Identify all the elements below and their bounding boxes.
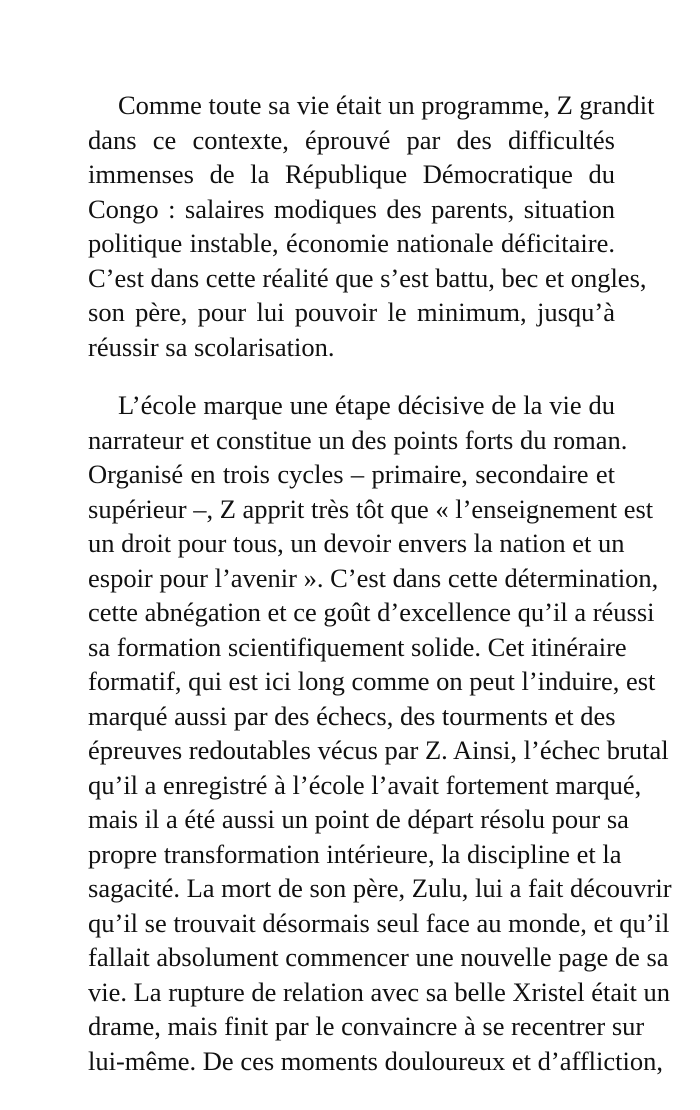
- text-line: Congo : salaires modiques des parents, situation: [88, 193, 615, 224]
- text-line: un droit pour tous, un devoir envers la nation et un: [88, 528, 625, 558]
- text-line: vie. La rupture de relation avec sa belle Xristel était un: [88, 976, 671, 1007]
- text-line: politique instable, économie nationale déficitaire.: [88, 228, 615, 258]
- text-line: C’est dans cette réalité que s’est battu, bec et ongles,: [88, 262, 647, 293]
- text-line: L’école marque une étape décisive de la vie du: [118, 390, 615, 420]
- text-line: Organisé en trois cycles – primaire, secondaire et: [88, 459, 615, 489]
- text-line: formatif, qui est ici long comme on peut l’induire, est: [88, 666, 656, 696]
- text-line: immenses de la République Démocratique du: [88, 159, 615, 189]
- text-line: supérieur –, Z apprit très tôt que « l’enseignement est: [88, 493, 654, 524]
- text-line: dans ce contexte, éprouvé par des difficultés: [88, 124, 615, 155]
- text-line: drame, mais finit par le convaincre à se recentrer sur: [88, 1011, 645, 1041]
- text-line: cette abnégation et ce goût d’excellence qu’il a réussi: [88, 597, 655, 627]
- text-line: qu’il se trouvait désormais seul face au monde, et qu’il: [88, 907, 670, 938]
- paragraph-1: [88, 88, 655, 364]
- text-line: narrateur et constitue un des points forts du roman.: [88, 424, 628, 455]
- paragraph-spacer: [88, 364, 615, 388]
- text-line: lui-même. De ces moments douloureux et d’affliction,: [88, 1045, 663, 1076]
- text-line: marqué aussi par des échecs, des tourments et des: [88, 700, 616, 731]
- text-line: Comme toute sa vie était un programme, Z grandit: [118, 90, 655, 120]
- text-line: sagacité. La mort de son père, Zulu, lui a fait découvrir: [88, 873, 672, 903]
- text-line: qu’il a enregistré à l’école l’avait fortement marqué,: [88, 769, 642, 800]
- text-line: fallait absolument commencer une nouvelle page de sa: [88, 942, 669, 972]
- text-line: mais il a été aussi un point de départ résolu pour sa: [88, 804, 629, 834]
- paragraph-2: [88, 388, 672, 1078]
- text-line: sa formation scientifiquement solide. Cet itinéraire: [88, 631, 627, 662]
- text-line: propre transformation intérieure, la discipline et la: [88, 838, 622, 869]
- text-line: son père, pour lui pouvoir le minimum, jusqu’à: [88, 297, 615, 327]
- document-page: [88, 88, 672, 1078]
- text-line: espoir pour l’avenir ». C’est dans cette détermination,: [88, 562, 659, 593]
- text-line: épreuves redoutables vécus par Z. Ainsi, l’échec brutal: [88, 735, 669, 765]
- text-line: réussir sa scolarisation.: [88, 331, 335, 362]
